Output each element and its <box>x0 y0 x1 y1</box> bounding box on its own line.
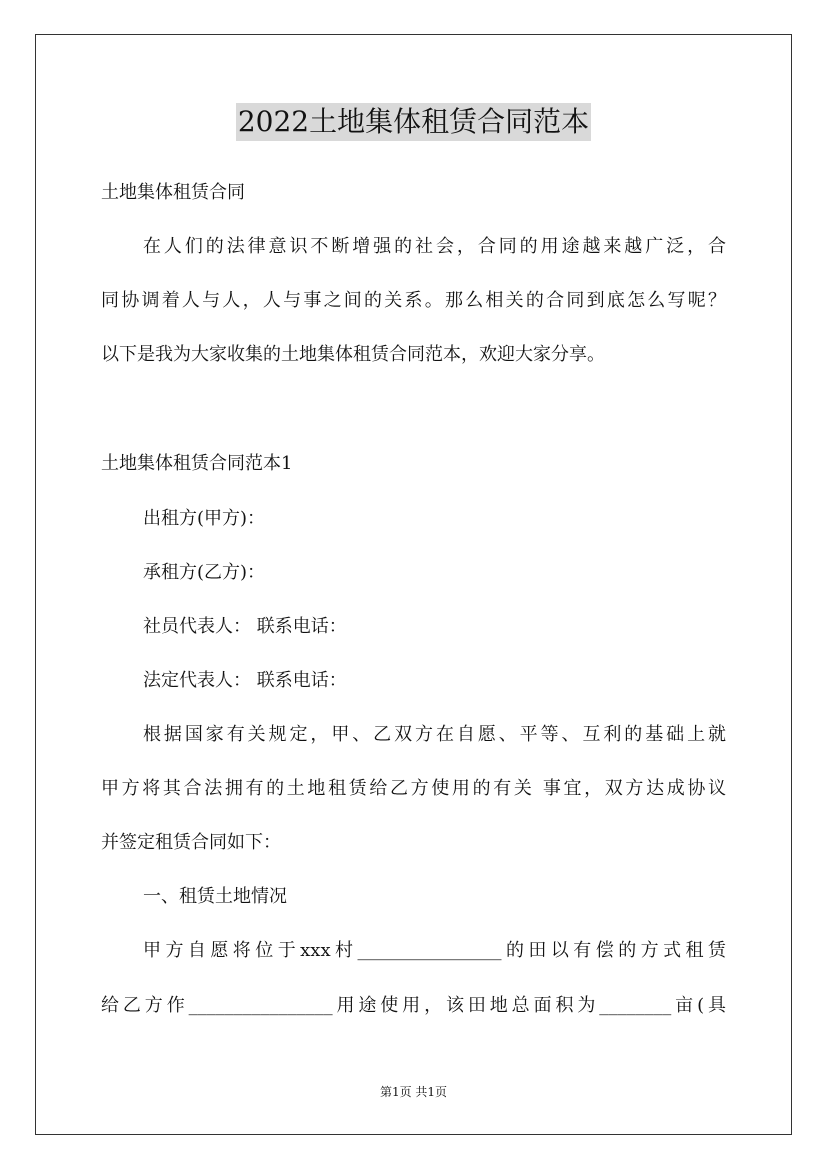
paragraph-line: 承租方(乙方)： <box>143 562 266 583</box>
paragraph-line: 法定代表人： 联系电话： <box>143 670 347 691</box>
paragraph-line: 同协调着人与人，人与事之间的关系。那么相关的合同到底怎么写呢？ <box>101 290 726 311</box>
document-title: 2022土地集体租赁合同范本 <box>236 103 591 141</box>
paragraph-line: 甲方将其合法拥有的土地租赁给乙方使用的有关 事宜，双方达成协议 <box>101 778 726 799</box>
paragraph-line: 根据国家有关规定，甲、乙双方在自愿、平等、互利的基础上就 <box>143 724 726 745</box>
paragraph-line: 社员代表人： 联系电话： <box>143 616 347 637</box>
section-heading: 土地集体租赁合同 <box>101 182 245 203</box>
subsection-heading: 一、租赁土地情况 <box>143 886 287 907</box>
section-heading: 土地集体租赁合同范本1 <box>101 453 293 474</box>
paragraph-line: 给乙方作________________用途使用，该田地总面积为________亩(具 <box>101 995 726 1016</box>
title-container <box>0 103 827 141</box>
paragraph-line: 出租方(甲方)： <box>143 508 266 529</box>
paragraph-line: 甲方自愿将位于xxx村________________的田以有偿的方式租赁 <box>143 940 726 961</box>
paragraph-line: 并签定租赁合同如下： <box>101 832 281 853</box>
paragraph-line: 以下是我为大家收集的土地集体租赁合同范本，欢迎大家分享。 <box>101 344 605 365</box>
page-footer: 第1页 共1页 <box>379 1085 448 1099</box>
paragraph-line: 在人们的法律意识不断增强的社会，合同的用途越来越广泛，合 <box>143 236 726 257</box>
